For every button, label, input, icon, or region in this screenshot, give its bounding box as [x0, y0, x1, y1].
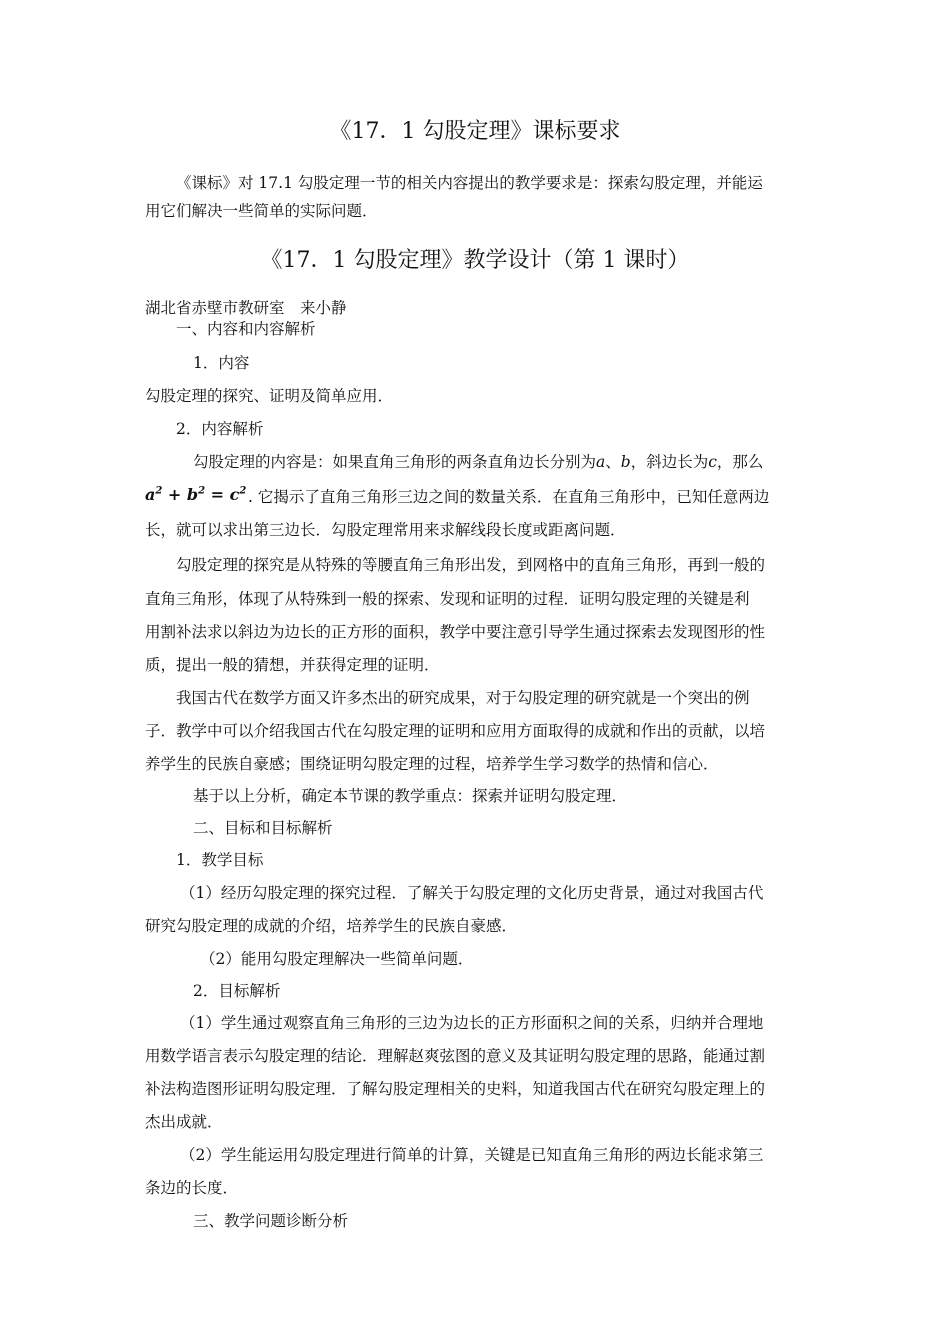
analysis-2-line1: （2）学生能运用勾股定理进行简单的计算，关键是已知直角三角形的两边长能求第三	[180, 1146, 764, 1164]
para-exploration-line4: 质，提出一般的猜想，并获得定理的证明．	[145, 656, 440, 674]
para-exploration-line2: 直角三角形，体现了从特殊到一般的探索、发现和证明的过程．证明勾股定理的关键是利	[145, 590, 750, 608]
goal-1-line1: （1）经历勾股定理的探究过程．了解关于勾股定理的文化历史背景，通过对我国古代	[180, 884, 764, 902]
goal-2: （2）能用勾股定理解决一些简单问题．	[200, 950, 474, 968]
analysis-1-line1: （1）学生通过观察直角三角形的三边为边长的正方形面积之间的关系，归纳并合理地	[180, 1014, 764, 1032]
para-curriculum-line1: 《课标》对 17.1 勾股定理一节的相关内容提出的教学要求是：探索勾股定理，并能运	[176, 174, 763, 192]
subheading-goal-analysis: 2．目标解析	[193, 982, 281, 1000]
analysis-1-line3: 补法构造图形证明勾股定理．了解勾股定理相关的史料，知道我国古代在研究勾股定理上的	[145, 1080, 766, 1098]
section-heading-3: 三、教学问题诊断分析	[193, 1212, 349, 1230]
para-key-point: 基于以上分析，确定本节课的教学重点：探索并证明勾股定理．	[193, 787, 628, 805]
para-exploration-line1: 勾股定理的探究是从特殊的等腰直角三角形出发，到网格中的直角三角形，再到一般的	[176, 556, 766, 574]
subheading-content: 1．内容	[193, 354, 250, 372]
subheading-teaching-goals: 1．教学目标	[176, 851, 264, 869]
title-lesson-design: 《17．1 勾股定理》教学设计（第 1 课时）	[260, 248, 690, 273]
subheading-content-analysis: 2．内容解析	[176, 420, 264, 438]
para-exploration-line3: 用割补法求以斜边为边长的正方形的面积，教学中要注意引导学生通过探索去发现图形的性	[145, 623, 766, 641]
content-text: 勾股定理的探究、证明及简单应用．	[145, 387, 394, 405]
para-theorem-line1: 勾股定理的内容是：如果直角三角形的两条直角边长分别为a、b，斜边长为c，那么	[193, 453, 764, 471]
para-history-line3: 养学生的民族自豪感；围绕证明勾股定理的过程，培养学生学习数学的热情和信心．	[145, 755, 719, 773]
title-curriculum: 《17．1 勾股定理》课标要求	[329, 119, 621, 144]
analysis-2-line2: 条边的长度．	[145, 1179, 239, 1197]
goal-1-line2: 研究勾股定理的成就的介绍，培养学生的民族自豪感．	[145, 917, 518, 935]
pythagorean-formula: $a^2 + b^2 = c^2$	[145, 485, 247, 504]
author-line: 湖北省赤壁市教研室 来小静	[145, 299, 347, 317]
para-history-line1: 我国古代在数学方面又许多杰出的研究成果，对于勾股定理的研究就是一个突出的例	[176, 689, 750, 707]
analysis-1-line4: 杰出成就．	[145, 1113, 223, 1131]
para-curriculum-line2: 用它们解决一些简单的实际问题．	[145, 202, 378, 220]
section-heading-2: 二、目标和目标解析	[193, 819, 333, 837]
section-heading-1: 一、内容和内容解析	[176, 320, 316, 338]
para-history-line2: 子．教学中可以介绍我国古代在勾股定理的证明和应用方面取得的成就和作出的贡献，以培	[145, 722, 766, 740]
para-theorem-line2: . 它揭示了直角三角形三边之间的数量关系．在直角三角形中，已知任意两边	[248, 488, 770, 506]
para-theorem-line3: 长，就可以求出第三边长．勾股定理常用来求解线段长度或距离问题．	[145, 521, 626, 539]
analysis-1-line2: 用数学语言表示勾股定理的结论．理解赵爽弦图的意义及其证明勾股定理的思路，能通过割	[145, 1047, 766, 1065]
